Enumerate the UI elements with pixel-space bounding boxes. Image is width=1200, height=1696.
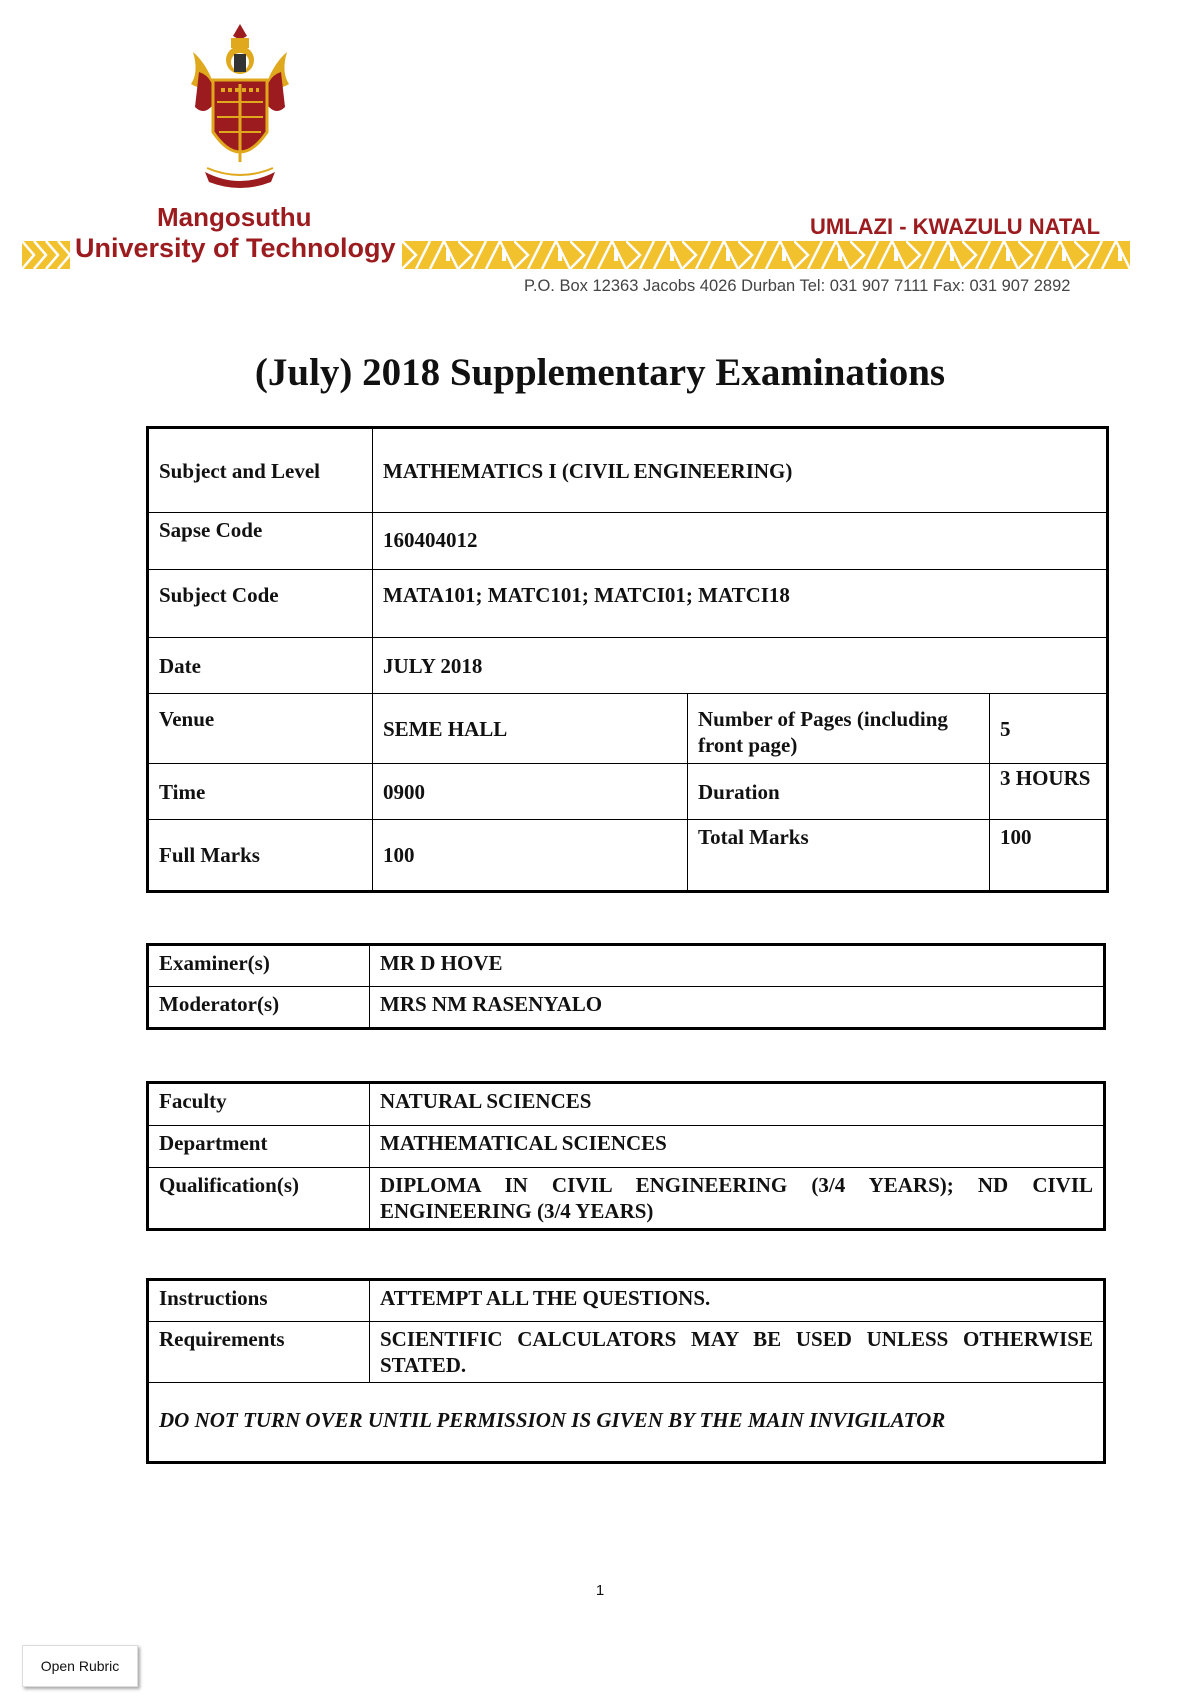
table-row <box>148 1383 1105 1463</box>
open-rubric-button[interactable]: Open Rubric <box>22 1645 138 1687</box>
table-row <box>148 820 1108 892</box>
pages-value: 5 <box>990 694 1108 764</box>
invigilator-warning: DO NOT TURN OVER UNTIL PERMISSION IS GIVEN BY THE MAIN INVIGILATOR <box>148 1383 1105 1463</box>
moderator-label: Moderator(s) <box>148 987 370 1029</box>
date-value: JULY 2018 <box>373 638 1108 694</box>
moderator-value: MRS NM RASENYALO <box>370 987 1105 1029</box>
venue-value: SEME HALL <box>373 694 688 764</box>
decorative-pattern-band <box>402 241 1130 269</box>
subject-label: Subject and Level <box>148 428 373 513</box>
total-marks-value: 100 <box>990 820 1108 892</box>
table-row <box>148 694 1108 764</box>
sapse-code-label: Sapse Code <box>148 513 373 570</box>
university-name <box>75 202 396 264</box>
table-row <box>148 570 1108 638</box>
university-address: P.O. Box 12363 Jacobs 4026 Durban Tel: 031 907 7111 Fax: 031 907 2892 <box>524 277 1071 295</box>
table-row <box>148 428 1108 513</box>
page-number: 1 <box>595 1582 605 1599</box>
university-name-line1: Mangosuthu <box>157 202 312 232</box>
table-row <box>148 1280 1105 1322</box>
qualification-label: Qualification(s) <box>148 1168 370 1230</box>
examiner-value: MR D HOVE <box>370 945 1105 987</box>
venue-label: Venue <box>148 694 373 764</box>
staff-table <box>146 943 1106 1030</box>
instructions-table <box>146 1278 1106 1464</box>
total-marks-label: Total Marks <box>688 820 990 892</box>
requirements-label: Requirements <box>148 1322 370 1383</box>
subject-code-value: MATA101; MATC101; MATCI01; MATCI18 <box>373 570 1108 638</box>
table-row <box>148 1126 1105 1168</box>
department-value: MATHEMATICAL SCIENCES <box>370 1126 1105 1168</box>
table-row <box>148 764 1108 820</box>
university-name-line2: University of Technology <box>75 233 396 263</box>
exam-title: (July) 2018 Supplementary Examinations <box>254 351 946 394</box>
time-value: 0900 <box>373 764 688 820</box>
duration-label: Duration <box>688 764 990 820</box>
full-marks-label: Full Marks <box>148 820 373 892</box>
table-row <box>148 945 1105 987</box>
table-row <box>148 513 1108 570</box>
table-row <box>148 987 1105 1029</box>
table-row <box>148 638 1108 694</box>
duration-value: 3 HOURS <box>990 764 1108 820</box>
university-crest-logo <box>185 22 295 192</box>
faculty-label: Faculty <box>148 1083 370 1126</box>
qualification-value: DIPLOMA IN CIVIL ENGINEERING (3/4 YEARS); ND CIVIL ENGINEERING (3/4 YEARS) <box>370 1168 1105 1230</box>
table-row <box>148 1168 1105 1230</box>
full-marks-value: 100 <box>373 820 688 892</box>
table-row <box>148 1322 1105 1383</box>
department-label: Department <box>148 1126 370 1168</box>
faculty-value: NATURAL SCIENCES <box>370 1083 1105 1126</box>
exam-details-table <box>146 426 1109 893</box>
pages-label: Number of Pages (including front page) <box>688 694 990 764</box>
subject-code-label: Subject Code <box>148 570 373 638</box>
subject-value: MATHEMATICS I (CIVIL ENGINEERING) <box>373 428 1108 513</box>
examiner-label: Examiner(s) <box>148 945 370 987</box>
decorative-band-left <box>22 241 70 269</box>
faculty-table <box>146 1081 1106 1231</box>
instructions-value: ATTEMPT ALL THE QUESTIONS. <box>370 1280 1105 1322</box>
date-label: Date <box>148 638 373 694</box>
table-row <box>148 1083 1105 1126</box>
requirements-value: SCIENTIFIC CALCULATORS MAY BE USED UNLESS OTHERWISE STATED. <box>370 1322 1105 1383</box>
instructions-label: Instructions <box>148 1280 370 1322</box>
campus-region: UMLAZI - KWAZULU NATAL <box>810 214 1101 239</box>
time-label: Time <box>148 764 373 820</box>
sapse-code-value: 160404012 <box>373 513 1108 570</box>
